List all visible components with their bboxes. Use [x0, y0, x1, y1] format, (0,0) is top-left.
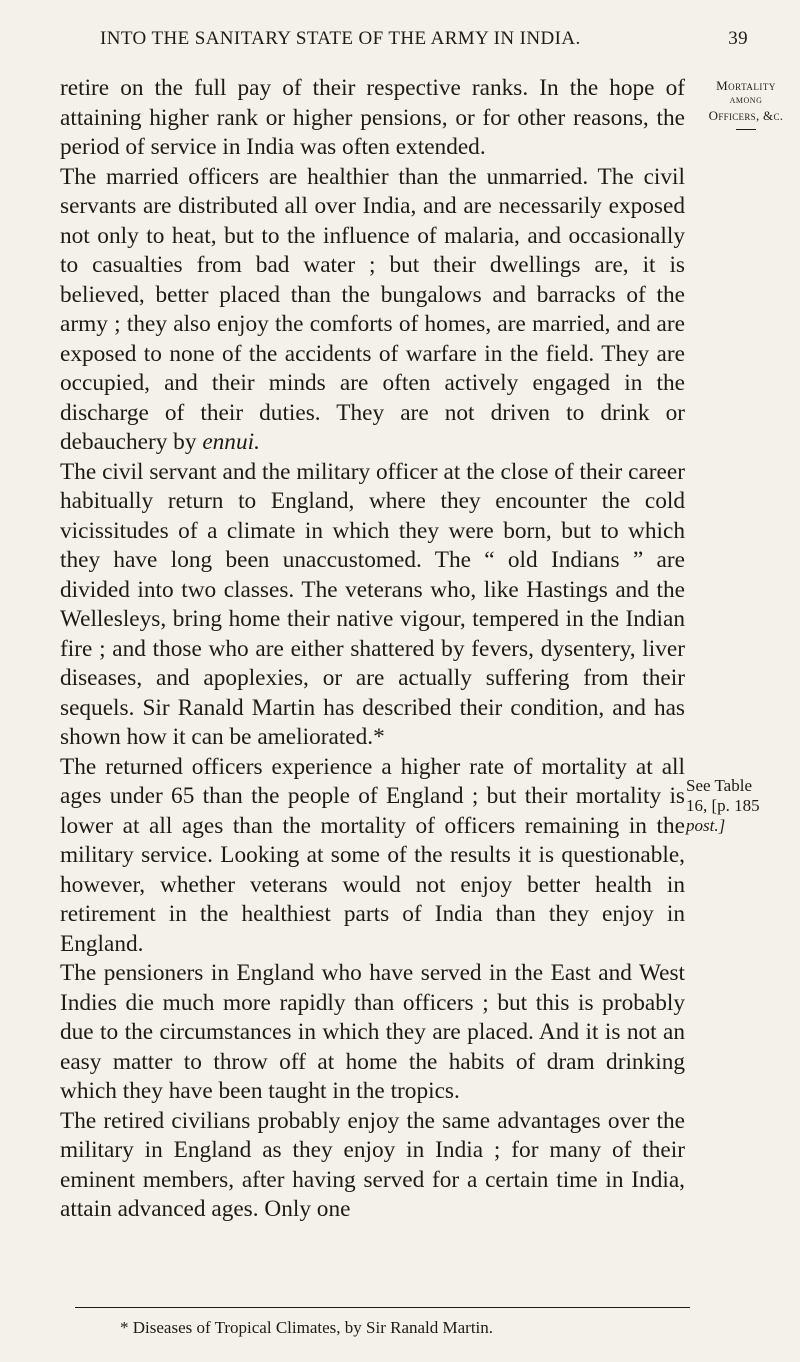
sidenote-dash	[736, 129, 756, 130]
footnote: * Diseases of Tropical Climates, by Sir Ranald Martin.	[120, 1318, 494, 1337]
paragraph-2	[60, 163, 685, 458]
paragraph-5: The pensioners in England who have served in the East and West Indies die much more rapidly than officers ; but this is probably due to the circumstances in which they are placed. And it is not an easy matter to throw off at home the habits of dram drinking which they have been taught in the tropics.	[60, 960, 685, 1104]
footnote-rule	[75, 1307, 690, 1308]
running-title: INTO THE SANITARY STATE OF THE ARMY IN INDIA.	[100, 28, 581, 49]
paragraph-2-text: The married officers are healthier than the unmarried. The civil servants are distributed all over India, and are necessarily exposed not only to heat, but to the influence of malaria, and occasionally to casualties from bad water ; but their dwellings are, it is believed, better placed than the bungalows and barracks of the army ; they also enjoy the comforts of homes, are married, and are exposed to none of the accidents of warfare in the field. They are occupied, and their minds are often actively engaged in the discharge of their duties. They are not driven to drink or debauchery by	[60, 163, 685, 455]
sidenote-mortality-line3: Officers, &c.	[708, 108, 784, 123]
paragraph-6: The retired civilians probably enjoy the same advantages over the military in England as they enjoy in India ; for many of their eminent members, after having served for a certain time in India, attain advanced ages. Only one	[60, 1107, 685, 1222]
sidenote-table-line2: 16, [p. 185	[686, 796, 760, 815]
sidenote-mortality-line2: among	[729, 94, 763, 106]
paragraph-2-italic: ennui.	[202, 429, 260, 455]
page-number: 39	[728, 28, 748, 49]
body-text	[60, 74, 685, 1225]
sidenote-table-ref	[686, 776, 800, 836]
paragraph-4: The returned officers experience a higher rate of mortality at all ages under 65 than the people of England ; but their mortality is lower at all ages than the mortality of officers remaining in the military service. Looking at some of the results it is questionable, however, whether veterans would not enjoy better health in retirement in the healthiest parts of India than they enjoy in England.	[60, 753, 685, 957]
sidenote-table-line1: See Table	[686, 776, 752, 795]
sidenote-mortality	[693, 78, 799, 130]
paragraph-1: retire on the full pay of their respective ranks. In the hope of attaining higher rank or higher pensions, or for other reasons, the period of service in India was often extended.	[60, 75, 685, 160]
sidenote-table-line3: post.]	[686, 816, 726, 835]
sidenote-mortality-line1: Mortality	[716, 78, 776, 93]
paragraph-3: The civil servant and the military officer at the close of their career habitually return to England, where they encounter the cold vicissitudes of a climate in which they were born, but to which they have long been unaccustomed. The “ old Indians ” are divided into two classes. The veterans who, like Hastings and the Wellesleys, bring home their native vigour, tempered in the Indian fire ; and those who are either shattered by fevers, dysentery, liver diseases, and apoplexies, or are actually suffering from their sequels. Sir Ranald Martin has described their condition, and has shown how it can be ameliorated.*	[60, 458, 685, 750]
